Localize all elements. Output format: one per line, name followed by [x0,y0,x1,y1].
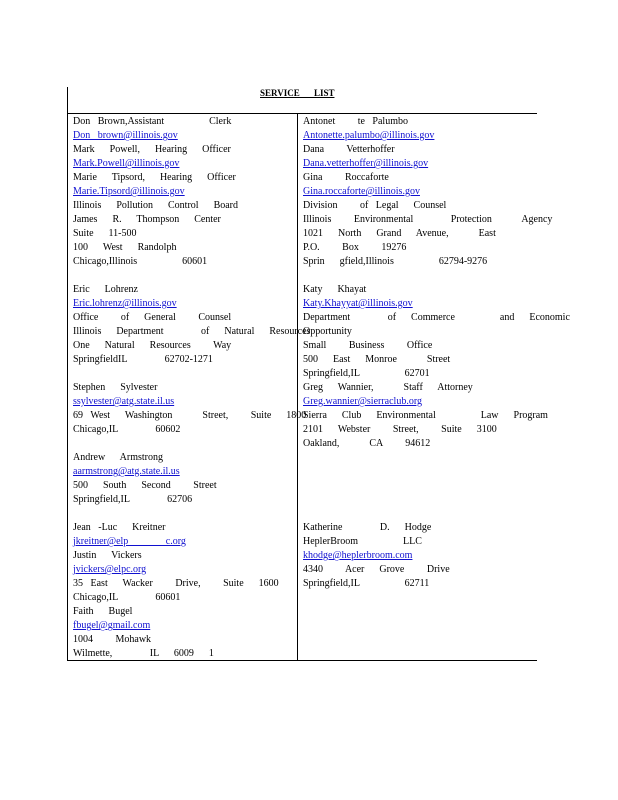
contact-line: P.O. Box 19276 [303,242,407,253]
left-column [73,115,311,660]
contact-block [73,521,279,661]
email-link[interactable]: Katy.Khayyat@illinois.gov [303,298,413,309]
contact-line: Suite 11-500 [73,228,137,239]
contact-line: Sprin gfield,Illinois 62794-9276 [303,256,488,267]
table-header-divider [67,113,537,114]
contact-line: Jean -Luc Kreitner [73,522,166,533]
contact-line: HeplerBroom LLC [303,536,422,547]
contact-block [73,115,238,269]
contact-line: SpringfieldIL 62702-1271 [73,354,213,365]
contact-line: Antonet te Palumbo [303,116,408,127]
contact-line: One Natural Resources Way [73,340,232,351]
contact-line: 100 West Randolph [73,242,177,253]
contact-line: Mark Powell, Hearing Officer [73,144,231,155]
contact-line: Illinois Pollution Control Board [73,200,239,211]
contact-line: Greg Wannier, Staff Attorney [303,382,473,393]
contact-block [73,381,306,437]
contact-line: Dana Vetterhoffer [303,144,395,155]
contact-line: 2101 Webster Street, Suite 3100 [303,424,497,435]
email-link[interactable]: Don brown@illinois.gov [73,130,178,141]
contact-line: Springfield,IL 62706 [73,494,193,505]
email-link[interactable]: Mark.Powell@illinois.gov [73,158,180,169]
contact-line: James R. Thompson Center [73,214,221,225]
contact-block [73,283,310,367]
email-link[interactable]: ssylvester@atg.state.il.us [73,396,175,407]
contact-line: Illinois Department of Natural Resources [73,326,311,337]
contact-line: Gina Roccaforte [303,172,389,183]
contact-line: Division of Legal Counsel [303,200,447,211]
email-link[interactable]: fbugel@gmail.com [73,620,151,631]
contact-line: Springfield,IL 62701 [303,368,430,379]
page-title: SERVICE LIST [260,88,335,98]
contact-line: Katy Khayat [303,284,367,295]
email-link[interactable]: jvickers@elpc.org [73,564,147,575]
contact-line: Chicago,IL 60602 [73,424,181,435]
contact-line: 500 East Monroe Street [303,354,451,365]
contact-line: 69 West Washington Street, Suite 1800 [73,410,307,421]
contact-line: Eric Lohrenz [73,284,138,295]
contact-line: Andrew Armstrong [73,452,163,463]
contact-line: Katherine D. Hodge [303,522,432,533]
email-link[interactable]: khodge@heplerbroom.com [303,550,413,561]
contact-line: 1004 Mohawk [73,634,152,645]
contact-line: 35 East Wacker Drive, Suite 1600 [73,578,279,589]
contact-line: Chicago,IL 60601 [73,592,181,603]
contact-block [303,283,570,451]
email-link[interactable]: aarmstrong@atg.state.il.us [73,466,180,477]
email-link[interactable]: jkreitner@elp c.org [73,536,186,547]
email-link[interactable]: Marie.Tipsord@illinois.gov [73,186,185,197]
table-left-border [67,87,68,661]
contact-block [303,115,552,269]
contact-line: Small Business Office [303,340,433,351]
contact-line: Department of Commerce and Economic [303,312,570,323]
contact-line: Opportunity [303,326,352,337]
contact-block [73,451,217,507]
contact-line: Wilmette, IL 6009 1 [73,648,214,659]
email-link[interactable]: Eric.lohrenz@illinois.gov [73,298,177,309]
contact-line: Illinois Environmental Protection Agency [303,214,553,225]
contact-line: 4340 Acer Grove Drive [303,564,450,575]
email-link[interactable]: Antonette.palumbo@illinois.gov [303,130,435,141]
contact-line: Marie Tipsord, Hearing Officer [73,172,236,183]
contact-line: Chicago,Illinois 60601 [73,256,208,267]
contact-line: Don Brown,Assistant Clerk [73,116,232,127]
contact-line: Oakland, CA 94612 [303,438,431,449]
contact-block [303,521,450,591]
email-link[interactable]: Gina.roccaforte@illinois.gov [303,186,420,197]
contact-line: Office of General Counsel [73,312,232,323]
contact-line: 1021 North Grand Avenue, East [303,228,496,239]
contact-line: Springfield,IL 62711 [303,578,430,589]
contact-line: Stephen Sylvester [73,382,158,393]
email-link[interactable]: Greg.wannier@sierraclub.org [303,396,422,407]
contact-line: Sierra Club Environmental Law Program [303,410,548,421]
contact-line: Justin Vickers [73,550,142,561]
contact-line: 500 South Second Street [73,480,217,491]
contact-line: Faith Bugel [73,606,133,617]
right-column [303,115,570,660]
email-link[interactable]: Dana.vetterhoffer@illinois.gov [303,158,429,169]
